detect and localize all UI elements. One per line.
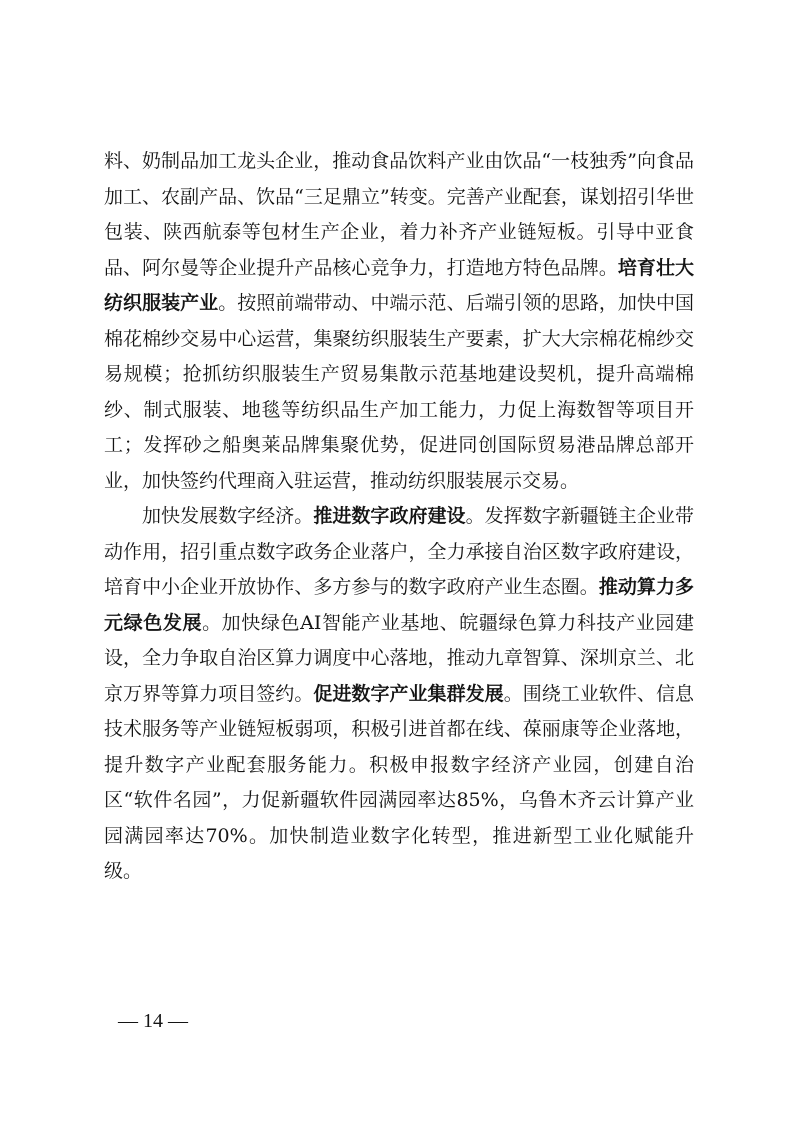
paragraph-2 (104, 499, 694, 890)
bold-heading-digital-government: 推进数字政府建设 (313, 505, 466, 527)
bold-heading-digital-cluster: 促进数字产业集群发展 (313, 682, 504, 705)
bold-heading-computing-power: 推动算力多元绿色发展 (104, 576, 694, 634)
paragraph-text: 。发挥数字新疆链主企业带动作用，招引重点数字政务企业落户，全力承接自治区数字政府建设，培育中小企业开放协作、多方参与的数字政府产业生态圈。 (104, 505, 694, 598)
document-body (104, 144, 694, 890)
bold-heading-textile: 培育壮大纺织服装产业 (104, 256, 694, 314)
page-number: — 14 — (118, 1010, 188, 1032)
paragraph-1 (104, 144, 694, 499)
paragraph-text: 。按照前端带动、中端示范、后端引领的思路，加快中国棉花棉纱交易中心运营，集聚纺织服装生产要素，扩大大宗棉花棉纱交易规模；抢抓纺织服装生产贸易集散示范基地建设契机，提升高端棉纱、制式服装、地毯等纺织品生产加工能力，力促上海数智等项目开工；发挥砂之船奥莱品牌集聚优势，促进同创国际贸易港品牌总部开业，加快签约代理商入驻运营，推动纺织服装展示交易。 (104, 292, 694, 492)
paragraph-text: 。加快绿色AI智能产业基地、皖疆绿色算力科技产业园建设，全力争取自治区算力调度中心落地，推动九章智算、深圳京兰、北京万界等算力项目签约。 (104, 611, 694, 705)
paragraph-text: 。围绕工业软件、信息技术服务等产业链短板弱项，积极引进首都在线、葆丽康等企业落地，提升数字产业配套服务能力。积极申报数字经济产业园，创建自治区“软件名园”，力促新疆软件园满园率达85%，乌鲁木齐云计算产业园满园率达70%。加快制造业数字化转型，推进新型工业化赋能升级。 (104, 682, 694, 882)
paragraph-text: 料、奶制品加工龙头企业，推动食品饮料产业由饮品“一枝独秀”向食品加工、农副产品、饮品“三足鼎立”转变。完善产业配套，谋划招引华世包装、陕西航泰等包材生产企业，着力补齐产业链短板。引导中亚食品、阿尔曼等企业提升产品核心竞争力，打造地方特色品牌。 (104, 150, 694, 279)
section-heading-digital-economy: 加快发展数字经济。 (142, 505, 314, 527)
